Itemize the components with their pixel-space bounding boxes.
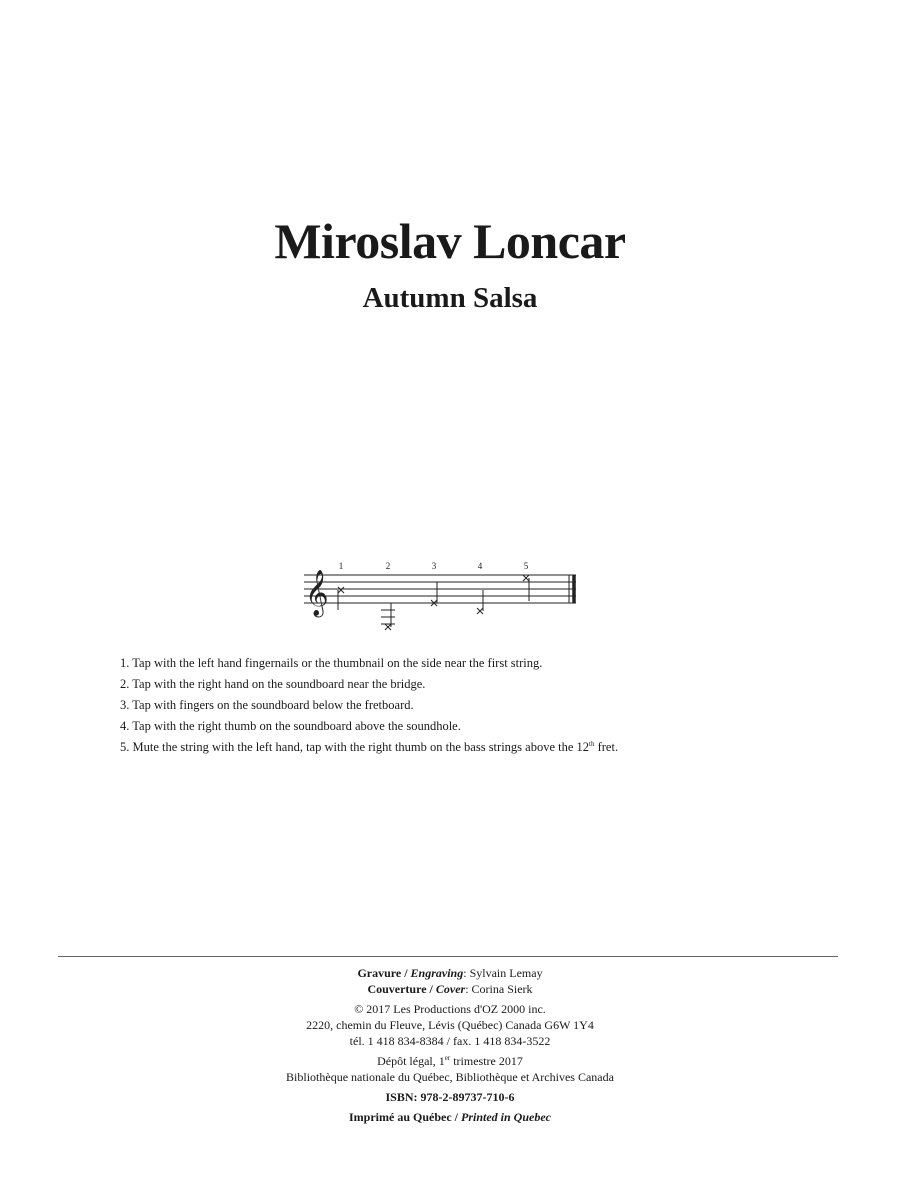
- printed-fr: Imprimé au Québec /: [349, 1110, 461, 1124]
- legal-deposit-line: [0, 1053, 900, 1069]
- credits-block: [0, 965, 900, 1129]
- cover-name: Corina Sierk: [471, 982, 533, 996]
- divider-rule: [58, 956, 838, 957]
- staff-lines: [304, 575, 576, 603]
- piece-title: Autumn Salsa: [362, 282, 538, 314]
- legal-suffix: trimestre 2017: [450, 1054, 523, 1068]
- legend-item-1: 1. Tap with the left hand fingernails or the thumbnail on the side near the first string.: [120, 656, 543, 670]
- isbn-line: ISBN: 978-2-89737-710-6: [385, 1090, 515, 1104]
- engraving-label-en: Engraving: [410, 966, 464, 980]
- legend-item-4: 4. Tap with the right thumb on the soundboard above the soundhole.: [120, 719, 461, 733]
- legend-item-5-sup: th: [589, 740, 595, 748]
- cover-credit: [0, 981, 900, 997]
- cover-label-en: Cover: [435, 982, 466, 996]
- legal-prefix: Dépôt légal, 1: [377, 1054, 445, 1068]
- note-1: [338, 587, 344, 610]
- credits-roles: [0, 965, 900, 997]
- note-number-4: 4: [477, 561, 483, 571]
- legend-item-5-text: 5. Mute the string with the left hand, tap with the right thumb on the bass strings above the 12: [120, 740, 590, 754]
- note-number-2: 2: [385, 561, 391, 571]
- note-number-3: 3: [431, 561, 437, 571]
- engraving-name: Sylvain Lemay: [469, 966, 543, 980]
- technique-legend: [120, 653, 820, 758]
- legend-item-5: [120, 737, 820, 758]
- isbn-block: [0, 1089, 900, 1105]
- note-number-5: 5: [523, 561, 529, 571]
- percussion-notation-staff: [298, 556, 588, 636]
- composer-name: Miroslav Loncar: [274, 213, 626, 269]
- note-5: [523, 575, 529, 601]
- publisher-info: [0, 1001, 900, 1049]
- note-2: [381, 603, 395, 630]
- legal-sup: er: [444, 1054, 451, 1062]
- printed-en: Printed in Quebec: [461, 1110, 551, 1124]
- legend-item-3: 3. Tap with fingers on the soundboard below the fretboard.: [120, 698, 414, 712]
- printed-block: [0, 1109, 900, 1125]
- copyright-line: © 2017 Les Productions d'OZ 2000 inc.: [354, 1002, 546, 1016]
- legend-item-2: 2. Tap with the right hand on the soundboard near the bridge.: [120, 677, 426, 691]
- note-4: [477, 590, 483, 614]
- address-line: 2220, chemin du Fleuve, Lévis (Québec) Canada G6W 1Y4: [306, 1018, 594, 1032]
- engraving-sep: :: [463, 966, 470, 980]
- legend-item-5-end: fret.: [594, 740, 619, 754]
- engraving-credit: [0, 965, 900, 981]
- legal-deposit: [0, 1053, 900, 1085]
- note-number-1: 1: [338, 561, 344, 571]
- cover-label: Couverture /: [367, 982, 436, 996]
- engraving-label: Gravure /: [357, 966, 411, 980]
- cover-sep: :: [465, 982, 472, 996]
- phone-line: tél. 1 418 834-8384 / fax. 1 418 834-3522: [349, 1034, 551, 1048]
- library-line: Bibliothèque nationale du Québec, Bibliothèque et Archives Canada: [286, 1070, 614, 1084]
- treble-clef-icon: 𝄞: [305, 570, 329, 616]
- note-3: [431, 582, 437, 606]
